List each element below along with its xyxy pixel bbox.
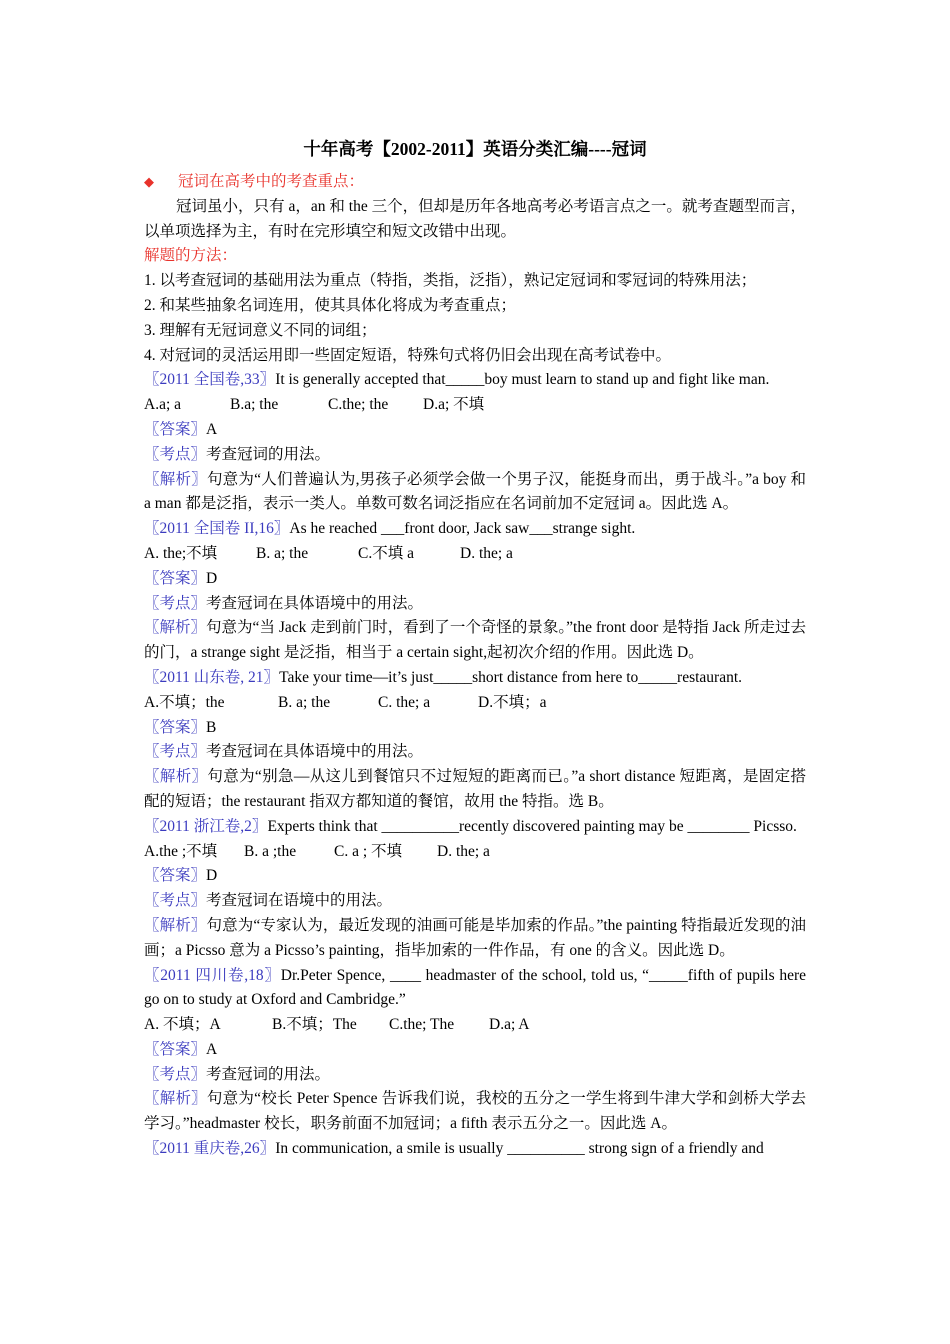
option: A. 不填；A: [144, 1016, 221, 1034]
option: C.不填 a: [358, 544, 414, 562]
point-line: 〖考点〗考查冠词的用法。: [144, 1065, 331, 1083]
option: B. a ;the: [244, 842, 297, 860]
option: A.a; a: [144, 396, 182, 414]
document-page: [144, 132, 806, 1162]
intro-paragraph: 冠词虽小，只有 a，an 和 the 三个，但却是历年各地高考必考语言点之一。就考查题型而言，以单项选择为主，有时在完形填空和短文改错中出现。: [144, 197, 806, 240]
question-source: 〖2011 四川卷,18〗: [144, 966, 281, 984]
option: A.the ;不填: [144, 842, 218, 860]
point-label: 〖考点〗: [144, 743, 207, 761]
option: C. a ; 不填: [334, 842, 403, 860]
analysis-line: 〖解析〗句意为“当 Jack 走到前门时，看到了一个奇怪的景象。”the front door 是特指 Jack 所走过去的门，a strange sight 是泛指，相当于 a certain sight,起初次介绍的作用。因此选 D。: [144, 619, 806, 662]
option: B.不填；The: [272, 1016, 357, 1034]
question-source: 〖2011 全国卷,33〗: [144, 371, 276, 389]
option: C. the; a: [378, 693, 431, 711]
option: D. the; a: [460, 544, 513, 562]
option: D. the; a: [437, 842, 490, 860]
option: C.the; the: [328, 396, 389, 414]
option: D.a; 不填: [423, 396, 485, 414]
question-stem: 〖2011 山东卷, 21〗Take your time—it’s just_____short distance from here to_____restaurant.: [144, 668, 743, 686]
question-stem: 〖2011 四川卷,18〗Dr.Peter Spence, ____ headmaster of the school, told us, “_____fifth of pupils here go on to study at Oxford and Cambridge.”: [144, 966, 806, 1009]
point-line: 〖考点〗考查冠词在具体语境中的用法。: [144, 743, 424, 761]
point-label: 〖考点〗: [144, 1065, 207, 1083]
question-stem: 〖2011 全国卷 II,16〗As he reached ___front door, Jack saw___strange sight.: [144, 520, 636, 538]
answer-line: 〖答案〗A: [144, 1040, 218, 1058]
option: D.不填；a: [478, 693, 547, 711]
analysis-line: 〖解析〗句意为“校长 Peter Spence 告诉我们说，我校的五分之一学生将到牛津大学和剑桥大学去学习。”headmaster 校长，职务前面不加冠词；a fifth 表示五分之一。因此选 A。: [144, 1090, 806, 1133]
point-line: 〖考点〗考查冠词在语境中的用法。: [144, 892, 393, 910]
method-item: 1. 以考查冠词的基础用法为重点（特指，类指，泛指），熟记定冠词和零冠词的特殊用法；: [144, 272, 757, 290]
question-source: 〖2011 山东卷, 21〗: [144, 668, 280, 686]
analysis-label: 〖解析〗: [144, 470, 207, 488]
question-source: 〖2011 浙江卷,2〗: [144, 817, 268, 835]
question-options: [144, 393, 806, 418]
question-source: 〖2011 重庆卷,26〗: [144, 1140, 276, 1158]
method-heading: 解题的方法：: [144, 247, 238, 265]
answer-label: 〖答案〗: [144, 569, 207, 587]
question-options: [144, 691, 806, 716]
diamond-bullet-icon: ◆: [144, 174, 154, 189]
point-label: 〖考点〗: [144, 892, 207, 910]
answer-line: 〖答案〗B: [144, 718, 217, 736]
option: C.the; The: [389, 1016, 455, 1034]
question-source: 〖2011 全国卷 II,16〗: [144, 520, 290, 538]
option: D.a; A: [489, 1016, 530, 1034]
analysis-line: 〖解析〗句意为“别急—从这儿到餐馆只不过短短的距离而已。”a short distance 短距离，是固定搭配的短语；the restaurant 指双方都知道的餐馆，故用 the 特指。选 B。: [144, 768, 806, 810]
point-line: 〖考点〗考查冠词在具体语境中的用法。: [144, 594, 424, 612]
answer-label: 〖答案〗: [144, 867, 207, 885]
option: A.不填；the: [144, 693, 225, 711]
answer-label: 〖答案〗: [144, 1040, 207, 1058]
question-options: [144, 840, 806, 865]
question-stem: 〖2011 浙江卷,2〗Experts think that __________recently discovered painting may be ________ Picsso.: [144, 817, 797, 835]
question-options: [144, 542, 806, 567]
question-stem: 〖2011 重庆卷,26〗In communication, a smile is usually __________ strong sign of a friendly and: [144, 1140, 764, 1158]
answer-label: 〖答案〗: [144, 718, 207, 736]
answer-label: 〖答案〗: [144, 420, 207, 438]
analysis-label: 〖解析〗: [144, 916, 207, 934]
option: B.a; the: [230, 396, 279, 414]
method-item: 3. 理解有无冠词意义不同的词组；: [144, 321, 377, 339]
analysis-label: 〖解析〗: [144, 619, 207, 637]
question-stem: 〖2011 全国卷,33〗It is generally accepted that_____boy must learn to stand up and fight like man.: [144, 371, 770, 389]
page-title: 十年高考【2002-2011】英语分类汇编----冠词: [303, 139, 647, 159]
answer-line: 〖答案〗D: [144, 569, 218, 587]
answer-line: 〖答案〗D: [144, 867, 218, 885]
method-item: 4. 对冠词的灵活运用即一些固定短语，特殊句式将仍旧会出现在高考试卷中。: [144, 346, 672, 364]
question-options: [144, 1013, 806, 1038]
analysis-line: 〖解析〗句意为“人们普遍认为,男孩子必须学会做一个男子汉，能挺身而出，勇于战斗。”a boy 和 a man 都是泛指，表示一类人。单数可数名词泛指应在名词前加不定冠词 a。因此选 A。: [144, 470, 806, 513]
option: B. a; the: [278, 693, 331, 711]
point-line: 〖考点〗考查冠词的用法。: [144, 445, 331, 463]
focus-heading: ◆ 冠词在高考中的考查重点：: [144, 170, 806, 195]
option: A. the;不填: [144, 544, 218, 562]
point-label: 〖考点〗: [144, 445, 207, 463]
option: B. a; the: [256, 544, 309, 562]
point-label: 〖考点〗: [144, 594, 207, 612]
method-item: 2. 和某些抽象名词连用，使其具体化将成为考查重点；: [144, 296, 517, 314]
analysis-label: 〖解析〗: [144, 1090, 207, 1108]
analysis-line: 〖解析〗句意为“专家认为，最近发现的油画可能是毕加索的作品。”the painting 特指最近发现的油画；a Picsso 意为 a Picsso’s painting，指毕加索的一件作品，有 one 的含义。因此选 D。: [144, 916, 806, 959]
answer-line: 〖答案〗A: [144, 420, 218, 438]
analysis-label: 〖解析〗: [144, 768, 208, 786]
